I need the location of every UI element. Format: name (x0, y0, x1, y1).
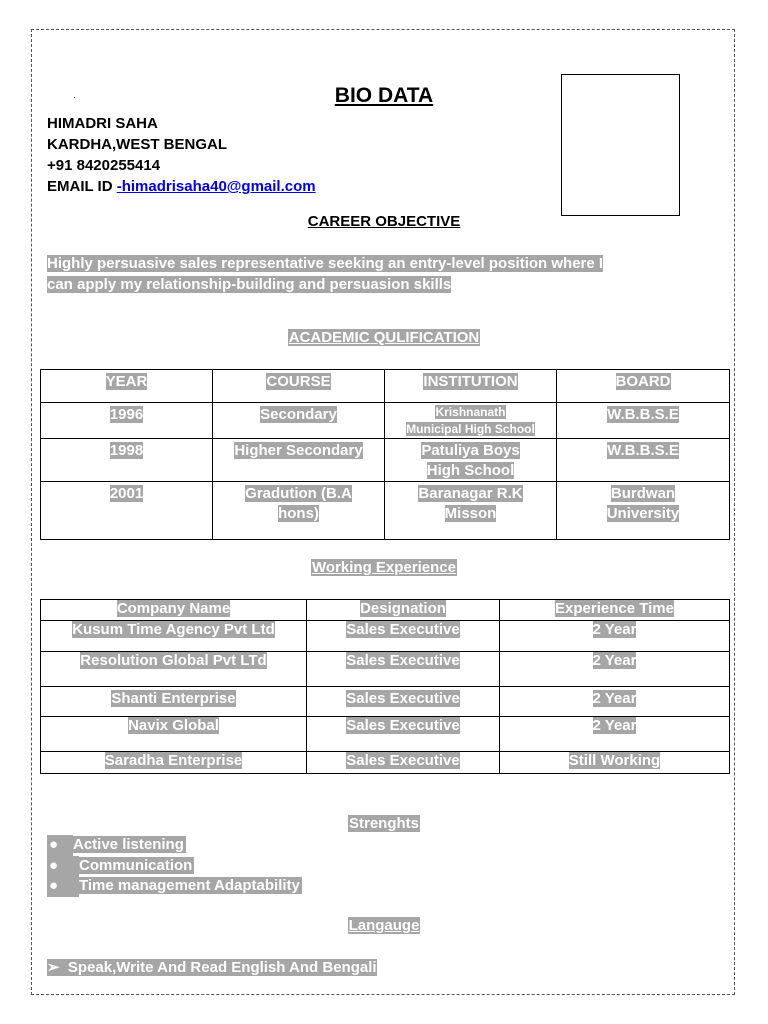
career-objective-text (47, 253, 727, 295)
table-cell: Sales Executive (307, 621, 500, 652)
table-row (41, 482, 730, 540)
table-cell: Sales Executive (307, 752, 500, 774)
table-cell: Burdwan University (557, 482, 730, 540)
arrow-bullet-icon: ➢ (47, 959, 68, 976)
table-cell: Gradution (B.A hons) (213, 482, 385, 540)
table-cell: W.B.B.S.E (557, 403, 730, 439)
table-cell: 1998 (41, 439, 213, 482)
table-cell: 2 Year (500, 717, 730, 752)
strengths-heading-text: Strenghts (348, 815, 419, 832)
table-cell: Krishnanath Municipal High School (385, 403, 557, 439)
table-cell: 2 Year (500, 652, 730, 687)
header-cell: INSTITUTION (385, 370, 557, 403)
header-cell: Company Name (41, 600, 307, 621)
email-link[interactable]: -himadrisaha40@gmail.com (116, 178, 316, 195)
header-cell: YEAR (41, 370, 213, 403)
page-title: BIO DATA (334, 84, 434, 107)
work-table (40, 599, 730, 774)
academic-heading (0, 329, 768, 346)
header-cell: Experience Time (500, 600, 730, 621)
language-text: Speak,Write And Read English And Bengali (67, 959, 377, 976)
contact-email-row (47, 176, 316, 197)
bullet-icon: ● (47, 856, 79, 877)
contact-name: HIMADRI SAHA (47, 115, 158, 132)
list-item: ● Communication (47, 856, 302, 877)
table-row (41, 652, 730, 687)
table-cell: Baranagar R.K Misson (385, 482, 557, 540)
table-row (41, 621, 730, 652)
table-cell: Still Working (500, 752, 730, 774)
list-item: ● Active listening (47, 835, 302, 856)
objective-line-1: Highly persuasive sales representative seeking an entry-level position where I (47, 255, 604, 272)
language-heading-text: Langauge (348, 917, 420, 934)
table-cell: Navix Global (41, 717, 307, 752)
table-cell: Resolution Global Pvt LTd (41, 652, 307, 687)
table-cell: Higher Secondary (213, 439, 385, 482)
language-item (47, 958, 377, 976)
table-cell: 2 Year (500, 621, 730, 652)
table-row (41, 687, 730, 717)
bullet-icon: ● (47, 835, 73, 856)
table-cell: Secondary (213, 403, 385, 439)
table-cell: 2001 (41, 482, 213, 540)
list-item: ● Time management Adaptability (47, 876, 302, 897)
strengths-heading (0, 815, 768, 832)
photo-placeholder (561, 74, 680, 216)
table-cell: 2 Year (500, 687, 730, 717)
table-cell: W.B.B.S.E (557, 439, 730, 482)
bullet-icon: ● (47, 876, 79, 897)
contact-address: KARDHA,WEST BENGAL (47, 136, 227, 153)
table-row (41, 717, 730, 752)
table-header-row (41, 370, 730, 403)
table-cell: Patuliya Boys High School (385, 439, 557, 482)
header-cell: COURSE (213, 370, 385, 403)
table-cell: Sales Executive (307, 652, 500, 687)
email-label: EMAIL ID (47, 178, 117, 195)
table-row (41, 752, 730, 774)
academic-table (40, 369, 730, 540)
table-cell: Sales Executive (307, 687, 500, 717)
language-heading (0, 917, 768, 934)
work-heading (0, 559, 768, 576)
contact-phone: +91 8420255414 (47, 157, 161, 174)
table-header-row (41, 600, 730, 621)
table-cell: Sales Executive (307, 717, 500, 752)
table-row (41, 439, 730, 482)
header-cell: Designation (307, 600, 500, 621)
strengths-list (47, 835, 302, 897)
academic-heading-text: ACADEMIC QULIFICATION (288, 329, 480, 346)
table-cell: 1996 (41, 403, 213, 439)
table-row (41, 403, 730, 439)
contact-block (47, 113, 316, 197)
table-cell: Kusum Time Agency Pvt Ltd (41, 621, 307, 652)
objective-line-2: can apply my relationship-building and persuasion skills (47, 276, 452, 293)
work-heading-text: Working Experience (312, 559, 456, 576)
table-cell: Saradha Enterprise (41, 752, 307, 774)
table-cell: Shanti Enterprise (41, 687, 307, 717)
career-objective-heading: CAREER OBJECTIVE (307, 213, 461, 230)
header-cell: BOARD (557, 370, 730, 403)
